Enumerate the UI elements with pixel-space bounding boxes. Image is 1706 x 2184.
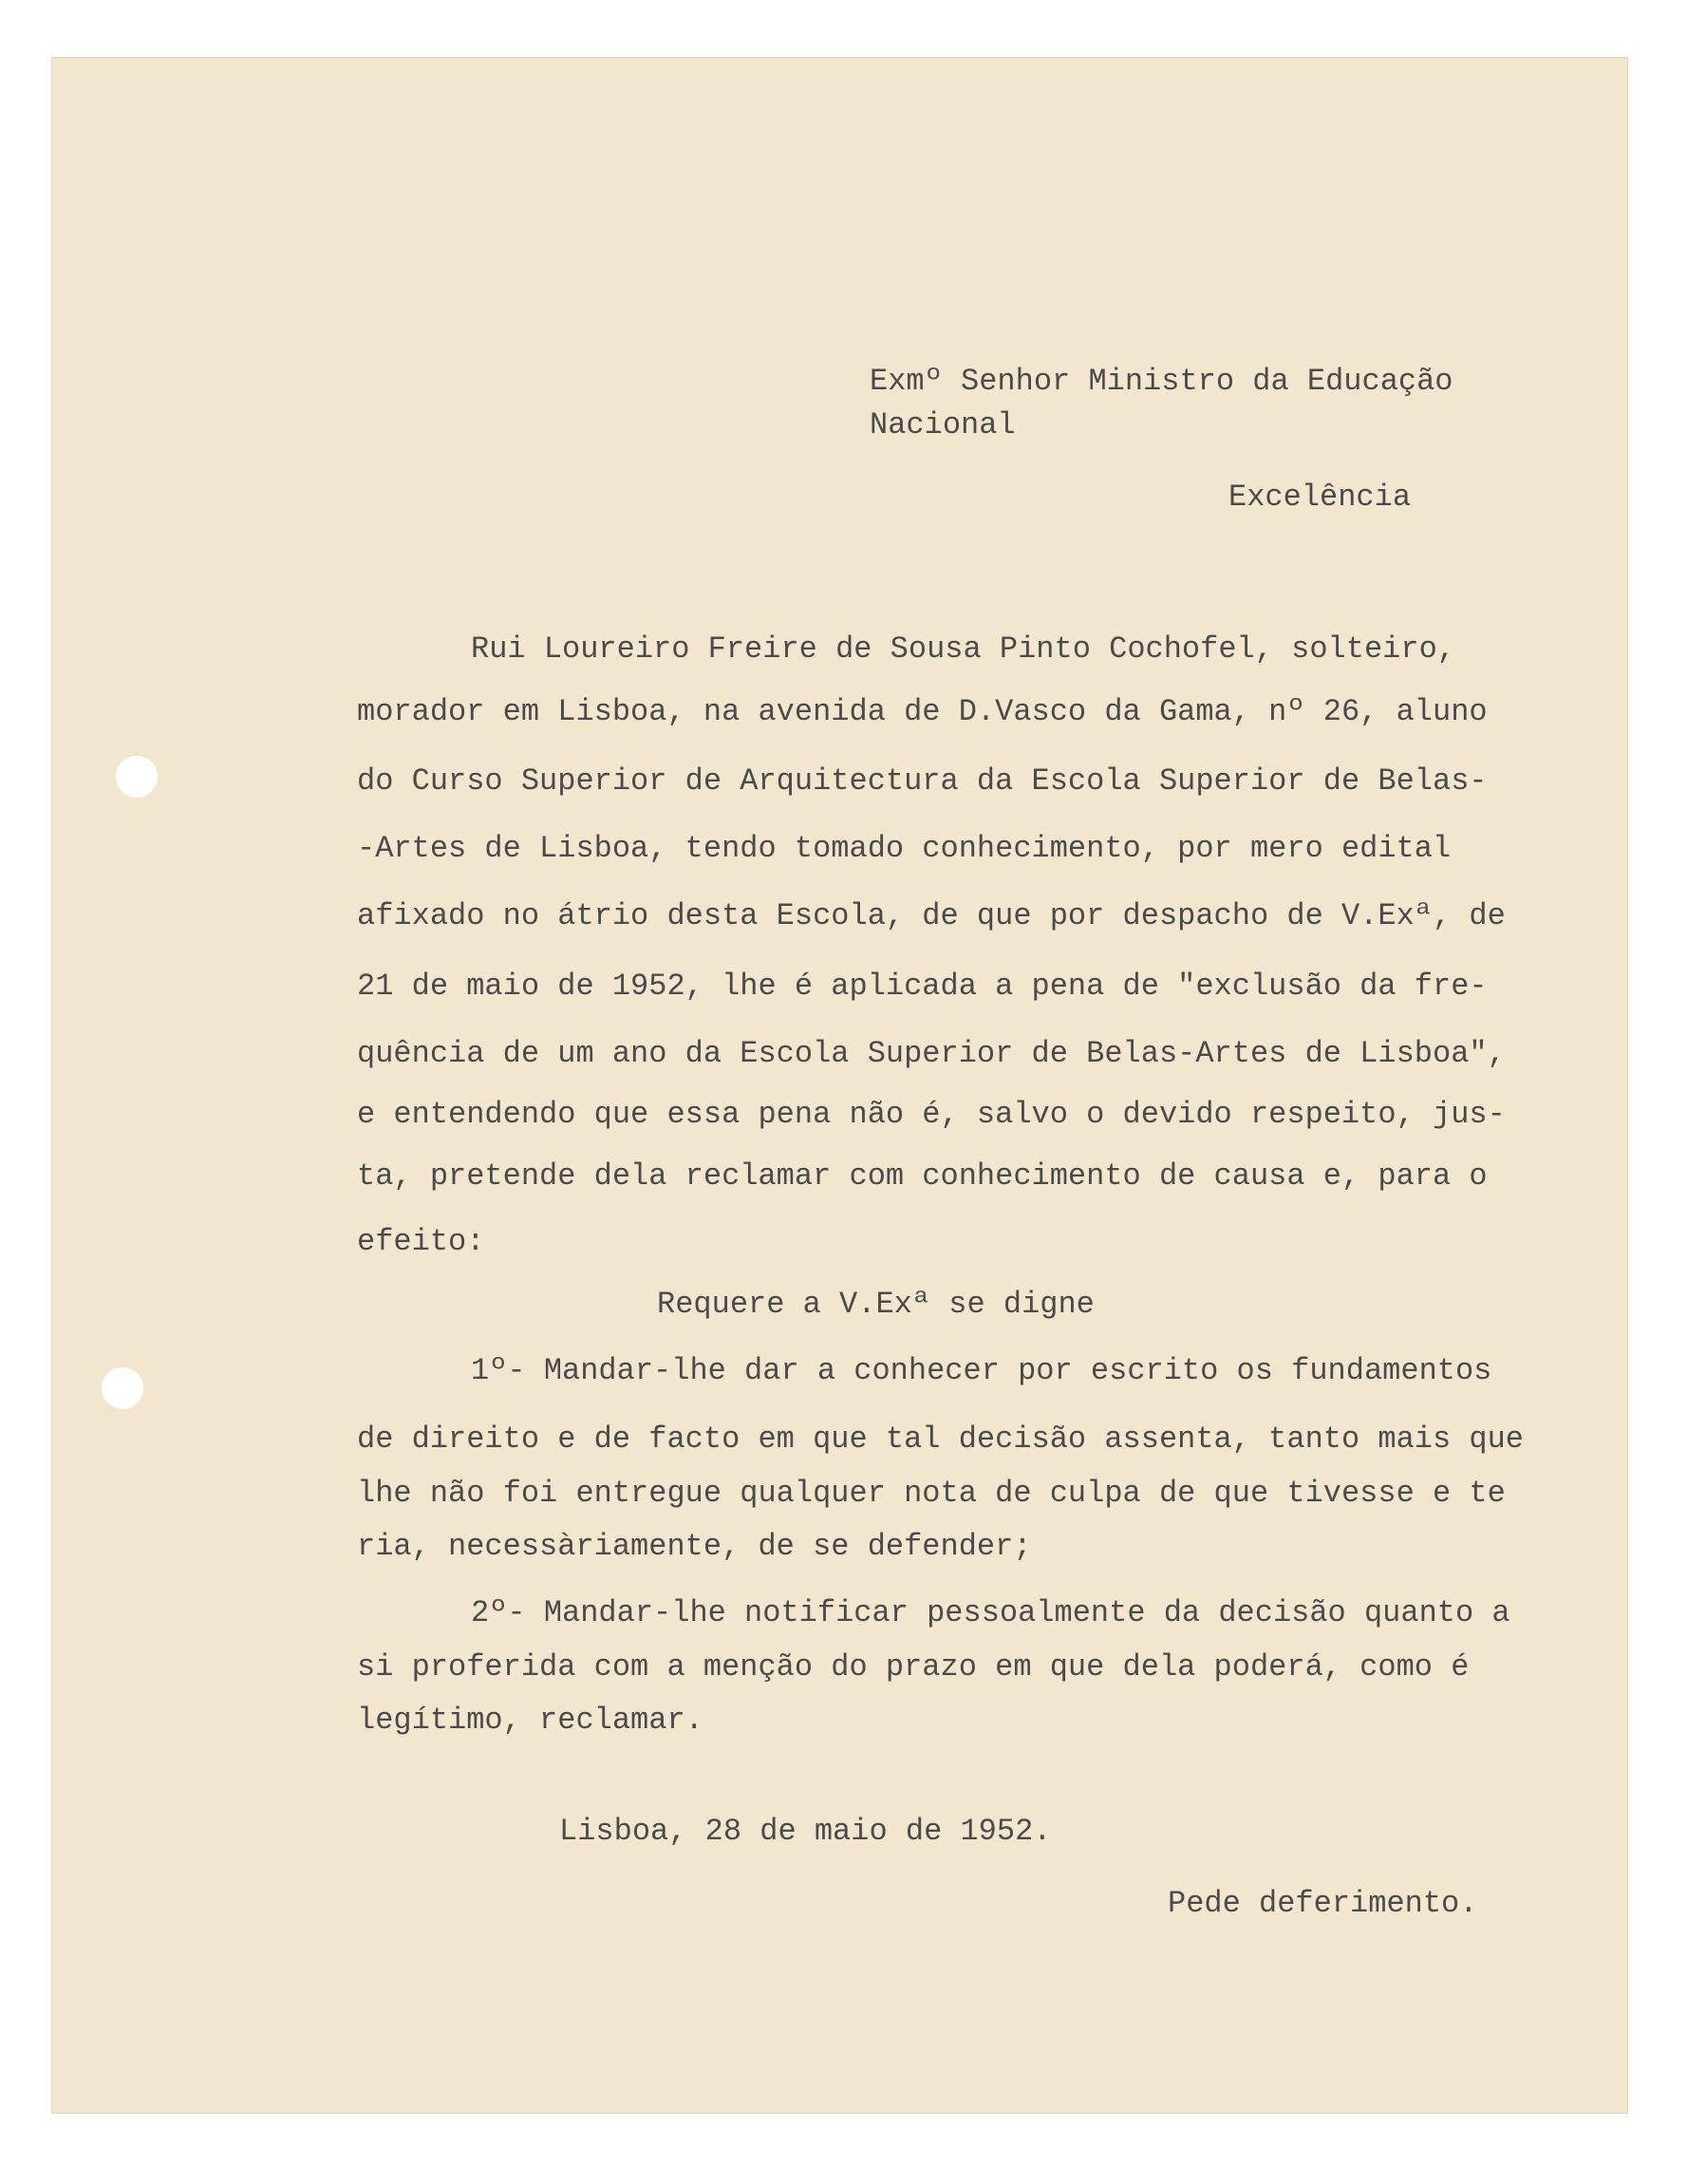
body-line: efeito: <box>357 1224 485 1259</box>
item2-line: si proferida com a menção do prazo em que dela poderá, como é <box>357 1649 1470 1685</box>
place-date: Lisboa, 28 de maio de 1952. <box>559 1814 1052 1849</box>
addressee-line: Nacional <box>870 407 1016 442</box>
item1-line: 1º- Mandar-lhe dar a conhecer por escrito os fundamentos <box>471 1353 1492 1388</box>
letter-page <box>51 57 1628 2114</box>
punch-hole-bottom <box>102 1367 143 1409</box>
body-line: Rui Loureiro Freire de Sousa Pinto Cochofel, solteiro, <box>471 631 1455 667</box>
punch-hole-top <box>116 756 158 798</box>
body-line: afixado no átrio desta Escola, de que por despacho de V.Exª, de <box>357 898 1506 933</box>
body-line: ta, pretende dela reclamar com conhecimento de causa e, para o <box>357 1158 1488 1194</box>
item1-line: lhe não foi entregue qualquer nota de culpa de que tivesse e te <box>357 1476 1506 1511</box>
closing: Pede deferimento. <box>1168 1886 1478 1921</box>
item2-line: legítimo, reclamar. <box>357 1703 703 1738</box>
body-line: -Artes de Lisboa, tendo tomado conhecimento, por mero edital <box>357 831 1452 866</box>
body-line: do Curso Superior de Arquitectura da Escola Superior de Belas- <box>357 763 1488 799</box>
body-line: quência de um ano da Escola Superior de Belas-Artes de Lisboa", <box>357 1036 1506 1071</box>
item1-line: de direito e de facto em que tal decisão assenta, tanto mais que <box>357 1421 1524 1457</box>
body-line: e entendendo que essa pena não é, salvo o devido respeito, jus- <box>357 1097 1506 1132</box>
salutation: Excelência <box>1228 480 1412 515</box>
item2-line: 2º- Mandar-lhe notificar pessoalmente da decisão quanto a <box>471 1595 1510 1630</box>
body-line: 21 de maio de 1952, lhe é aplicada a pena de "exclusão da fre- <box>357 969 1488 1004</box>
request-heading: Requere a V.Exª se digne <box>657 1287 1095 1322</box>
addressee-line: Exmº Senhor Ministro da Educação <box>870 364 1453 399</box>
body-line: morador em Lisboa, na avenida de D.Vasco da Gama, nº 26, aluno <box>357 694 1488 729</box>
item1-line: ria, necessàriamente, de se defender; <box>357 1529 1032 1564</box>
